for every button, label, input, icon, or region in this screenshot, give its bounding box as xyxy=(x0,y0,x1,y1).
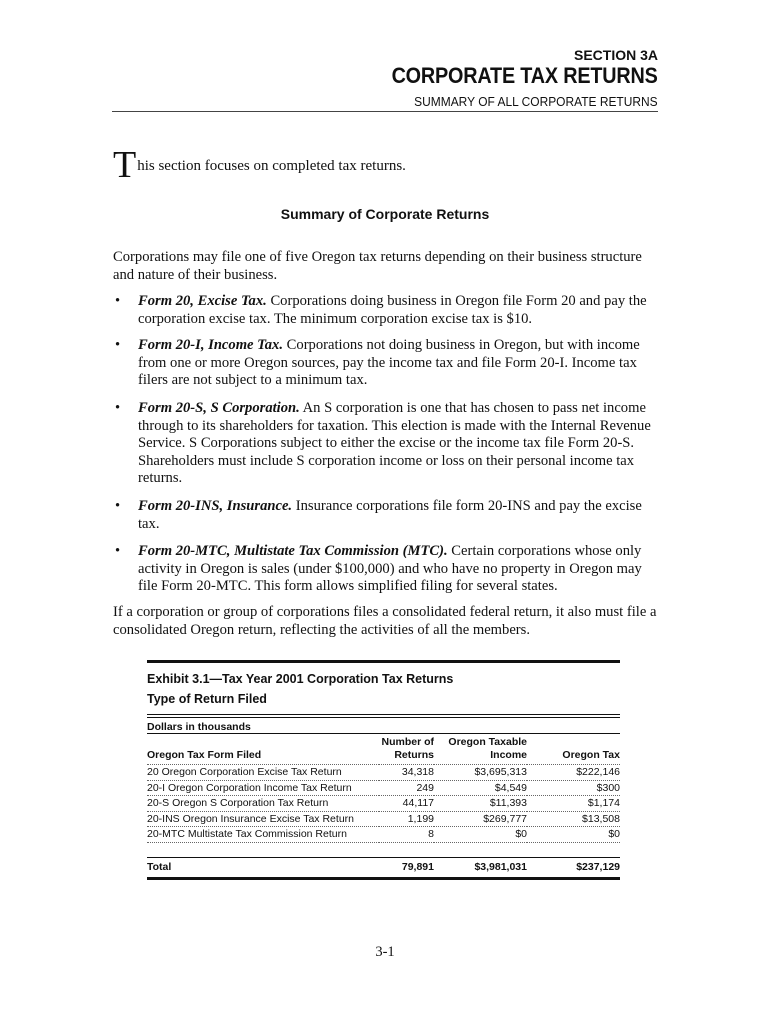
header-divider xyxy=(112,111,658,112)
total-table xyxy=(147,857,620,876)
bullet-title: Form 20-S, S Corporation. xyxy=(138,400,300,416)
bullet-form-20-s xyxy=(113,400,661,488)
cell-income: $269,777 xyxy=(434,811,527,827)
bullet-text: Corporations not doing business in Oregon, but with income from one or more Oregon sources, pay the income tax and file Form 20-I. Income tax filers are not subject to a minimum tax. xyxy=(138,337,640,389)
total-label: Total xyxy=(147,860,172,873)
bullet-form-20 xyxy=(113,293,661,328)
bullet-text: Corporations doing business in Oregon file Form 20 and pay the corporation excise tax. The minimum corporation excise tax is $10. xyxy=(138,293,647,327)
exhibit-double-rule xyxy=(147,714,620,718)
bullet-marker: • xyxy=(115,337,121,353)
cell-returns: 34,318 xyxy=(379,765,434,781)
column-header-line: Number of xyxy=(381,736,434,748)
cell-form: 20-S Oregon S Corporation Tax Return xyxy=(147,796,379,812)
cell-form: 20 Oregon Corporation Excise Tax Return xyxy=(147,765,379,781)
bullet-form-20-i xyxy=(113,337,661,390)
bullet-marker: • xyxy=(115,400,121,416)
exhibit-bottom-rule xyxy=(147,877,620,880)
bullet-title: Form 20-I, Income Tax. xyxy=(138,337,284,353)
exhibit-table xyxy=(147,660,620,880)
bullet-text: Certain corporations whose only activity in Oregon is sales (under $100,000) and who have no property in Oregon may file Form 20-MTC. This form allows simplified filing for several states. xyxy=(138,543,642,595)
table-header-row xyxy=(147,734,620,765)
intro-paragraph xyxy=(113,144,653,186)
bullet-marker: • xyxy=(115,543,121,559)
table-row xyxy=(147,765,620,781)
intro-text: his section focuses on completed tax returns. xyxy=(137,158,406,174)
cell-income: $11,393 xyxy=(434,796,527,812)
table-row xyxy=(147,827,620,843)
column-header-returns xyxy=(379,734,434,765)
bullet-title: Form 20-MTC, Multistate Tax Commission (MTC). xyxy=(138,543,448,559)
cell-returns: 44,117 xyxy=(379,796,434,812)
exhibit-subtitle: Type of Return Filed xyxy=(147,692,267,706)
cell-income: $4,549 xyxy=(434,780,527,796)
cell-returns: 8 xyxy=(379,827,434,843)
section-heading: Summary of Corporate Returns xyxy=(280,206,490,222)
cell-returns: 249 xyxy=(379,780,434,796)
cell-tax: $1,174 xyxy=(527,796,620,812)
body-paragraph: If a corporation or group of corporations files a consolidated federal return, it also must file a consolidated Oregon return, reflecting the activities of all the members. xyxy=(113,604,657,638)
section-label: SECTION 3A xyxy=(573,47,658,63)
page-subtitle: SUMMARY OF ALL CORPORATE RETURNS xyxy=(414,94,658,109)
page-title: CORPORATE TAX RETURNS xyxy=(391,63,658,88)
data-table xyxy=(147,734,620,843)
bullet-text: Insurance corporations file form 20-INS and pay the excise tax. xyxy=(138,498,642,532)
cell-form: 20-MTC Multistate Tax Commission Return xyxy=(147,827,379,843)
cell-income: $3,695,313 xyxy=(434,765,527,781)
bullet-text: An S corporation is one that has chosen to pass net income through to its shareholders for taxation. This election is made with the Internal Revenue Service. S Corporations subject to either the excise or the income tax file Form 20-S. Shareholders must include S corporation income or loss on their personal income tax returns. xyxy=(138,400,651,487)
cell-form: 20-I Oregon Corporation Income Tax Return xyxy=(147,780,379,796)
bullet-marker: • xyxy=(115,293,121,309)
bullet-title: Form 20, Excise Tax. xyxy=(138,293,267,309)
column-header-line: Income xyxy=(490,749,527,761)
exhibit-top-rule xyxy=(147,660,620,663)
drop-cap: T xyxy=(113,144,137,186)
column-header-income xyxy=(434,734,527,765)
total-tax: $237,129 xyxy=(576,860,620,873)
page-number: 3-1 xyxy=(375,944,395,960)
exhibit-title: Exhibit 3.1—Tax Year 2001 Corporation Tax Returns xyxy=(147,672,454,686)
cell-tax: $0 xyxy=(527,827,620,843)
cell-tax: $13,508 xyxy=(527,811,620,827)
units-note: Dollars in thousands xyxy=(147,721,251,733)
column-header-line: Oregon Taxable xyxy=(448,736,527,748)
cell-returns: 1,199 xyxy=(379,811,434,827)
table-row xyxy=(147,780,620,796)
bullet-form-20-ins xyxy=(113,498,661,533)
bullet-title: Form 20-INS, Insurance. xyxy=(138,498,293,514)
table-row xyxy=(147,796,620,812)
cell-income: $0 xyxy=(434,827,527,843)
cell-form: 20-INS Oregon Insurance Excise Tax Return xyxy=(147,811,379,827)
body-paragraph: Corporations may file one of five Oregon tax returns depending on their business structure and nature of their business. xyxy=(113,249,642,283)
column-header-tax: Oregon Tax xyxy=(527,734,620,765)
total-income: $3,981,031 xyxy=(474,860,527,873)
column-header-form: Oregon Tax Form Filed xyxy=(147,734,379,765)
cell-tax: $222,146 xyxy=(527,765,620,781)
total-returns: 79,891 xyxy=(401,860,434,873)
table-row xyxy=(147,811,620,827)
column-header-line: Returns xyxy=(394,749,434,761)
total-row xyxy=(147,857,620,876)
bullet-form-20-mtc xyxy=(113,543,661,596)
bullet-marker: • xyxy=(115,498,121,514)
cell-tax: $300 xyxy=(527,780,620,796)
